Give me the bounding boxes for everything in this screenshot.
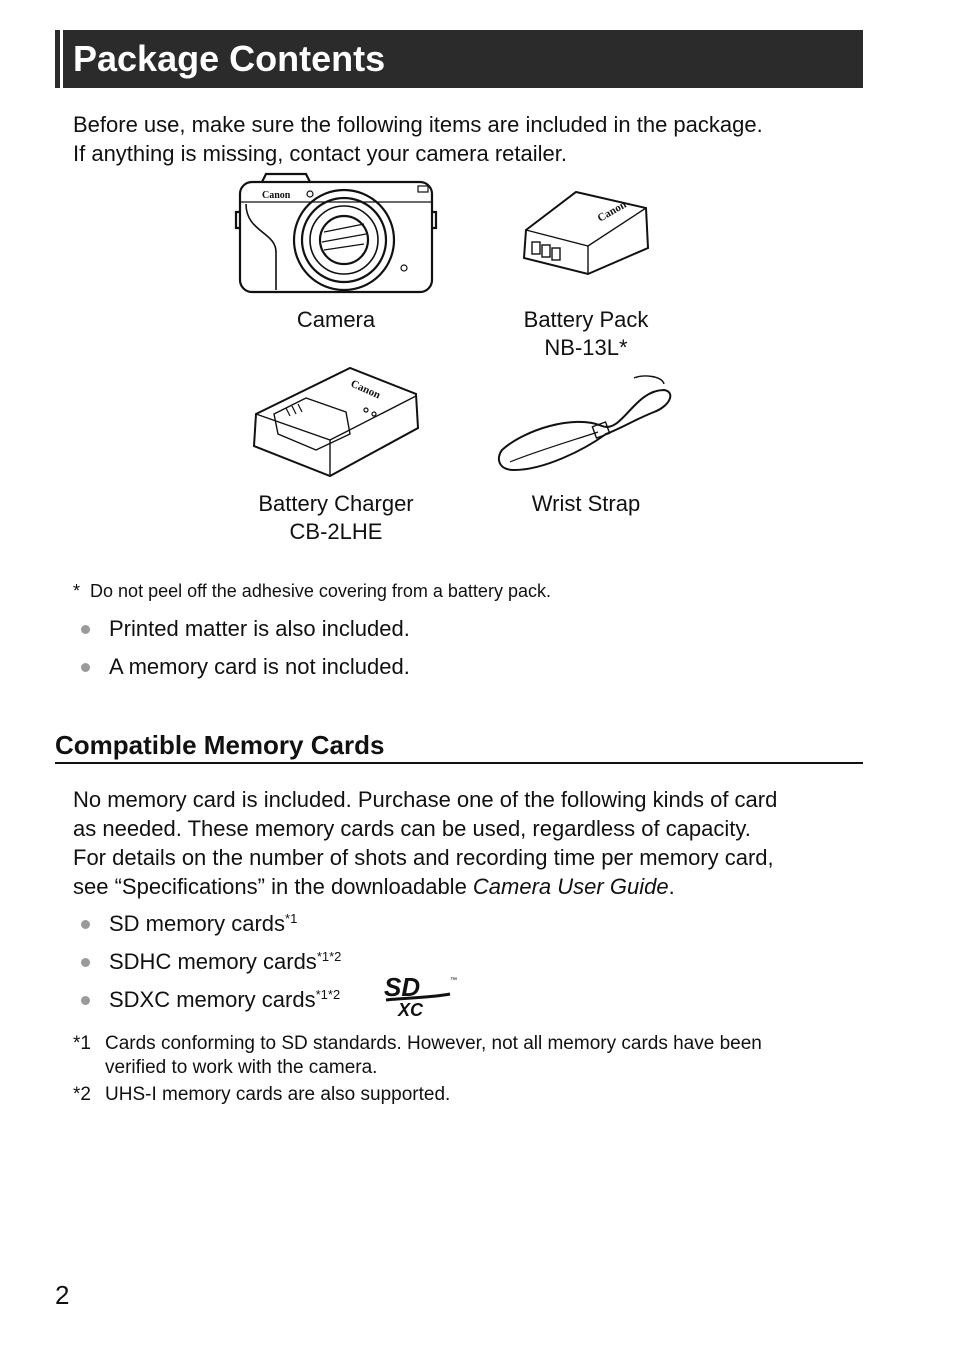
memory-card-description: [73, 785, 863, 901]
footnote-line-1: Cards conforming to SD standards. However, not all memory cards have been: [105, 1033, 762, 1054]
card-type-label: SDHC memory cards: [109, 949, 317, 974]
wrist-strap-caption: [476, 490, 696, 518]
list-item: [78, 986, 341, 1024]
footnote-mark: *2: [73, 1084, 91, 1105]
list-item-text: Printed matter is also included.: [109, 616, 410, 641]
list-item-text: A memory card is not included.: [109, 654, 410, 679]
bullet-icon: [81, 996, 90, 1005]
para-line-1: No memory card is included. Purchase one of the following kinds of card: [73, 787, 778, 812]
battery-footnote: [73, 579, 551, 603]
para-line-2: as needed. These memory cards can be used, regardless of capacity.: [73, 816, 751, 841]
section-heading-text: Compatible Memory Cards: [55, 730, 385, 760]
camera-illustration: [232, 172, 442, 300]
list-item: [78, 615, 410, 653]
bullet-icon: [81, 625, 90, 634]
sdxc-logo-bottom: XC: [398, 1000, 424, 1020]
battery-charger-illustration: [250, 364, 425, 484]
battery-pack-illustration: [518, 186, 652, 278]
card-footnote-ref: *1*2: [316, 949, 342, 964]
title-accent-gap: [60, 30, 63, 88]
battery-charger-caption-line2: CB-2LHE: [289, 519, 383, 544]
list-item: [78, 910, 341, 948]
list-item: [78, 653, 410, 691]
wrist-strap-caption-line1: Wrist Strap: [531, 491, 641, 516]
bullet-icon: [81, 958, 90, 967]
camera-caption: [226, 306, 446, 334]
battery-charger-caption: [226, 490, 446, 546]
para-line-3: For details on the number of shots and recording time per memory card,: [73, 845, 774, 870]
page-title-bar: [55, 30, 863, 88]
intro-text: [73, 110, 863, 168]
intro-line-2: If anything is missing, contact your camera retailer.: [73, 141, 567, 166]
bullet-icon: [81, 663, 90, 672]
para-line-4-prefix: see “Specifications” in the downloadable: [73, 874, 473, 899]
battery-brand-mark: Canon: [595, 198, 629, 225]
sdxc-logo-icon: [380, 972, 462, 1020]
section-heading: [55, 728, 863, 764]
footnote-text: [105, 1032, 865, 1080]
wrist-strap-illustration: [494, 370, 676, 476]
page-number: 2: [55, 1280, 70, 1310]
battery-pack-caption-line1: Battery Pack: [523, 307, 649, 332]
card-footnote-ref: *1*2: [315, 987, 341, 1002]
page-title: Package Contents: [73, 38, 386, 79]
bullet-icon: [81, 920, 90, 929]
camera-brand-mark: Canon: [262, 190, 291, 201]
footnote-mark: *1: [73, 1033, 91, 1054]
memory-card-list: [78, 910, 341, 1024]
charger-brand-mark: Canon: [348, 377, 383, 402]
battery-charger-caption-line1: Battery Charger: [258, 491, 414, 516]
battery-footnote-mark: *: [73, 581, 81, 601]
list-item: [78, 948, 341, 986]
battery-pack-caption: [476, 306, 696, 362]
card-footnote-ref: *1: [285, 911, 298, 926]
sdxc-logo-tm: ™: [450, 977, 457, 984]
package-notes-list: [78, 615, 410, 691]
card-type-label: SDXC memory cards: [109, 987, 316, 1012]
para-line-4-suffix: .: [668, 874, 675, 899]
battery-pack-caption-line2: NB-13L*: [544, 335, 628, 360]
user-guide-title: Camera User Guide: [472, 874, 669, 899]
footnote-text: UHS-I memory cards are also supported.: [105, 1084, 451, 1105]
sdxc-logo-top: SD: [384, 972, 421, 1002]
footnote-line-2: verified to work with the camera.: [105, 1057, 378, 1078]
battery-footnote-text: Do not peel off the adhesive covering from a battery pack.: [90, 581, 551, 601]
intro-line-1: Before use, make sure the following items are included in the package.: [73, 112, 763, 137]
camera-caption-line1: Camera: [296, 307, 376, 332]
card-type-label: SD memory cards: [109, 911, 286, 936]
